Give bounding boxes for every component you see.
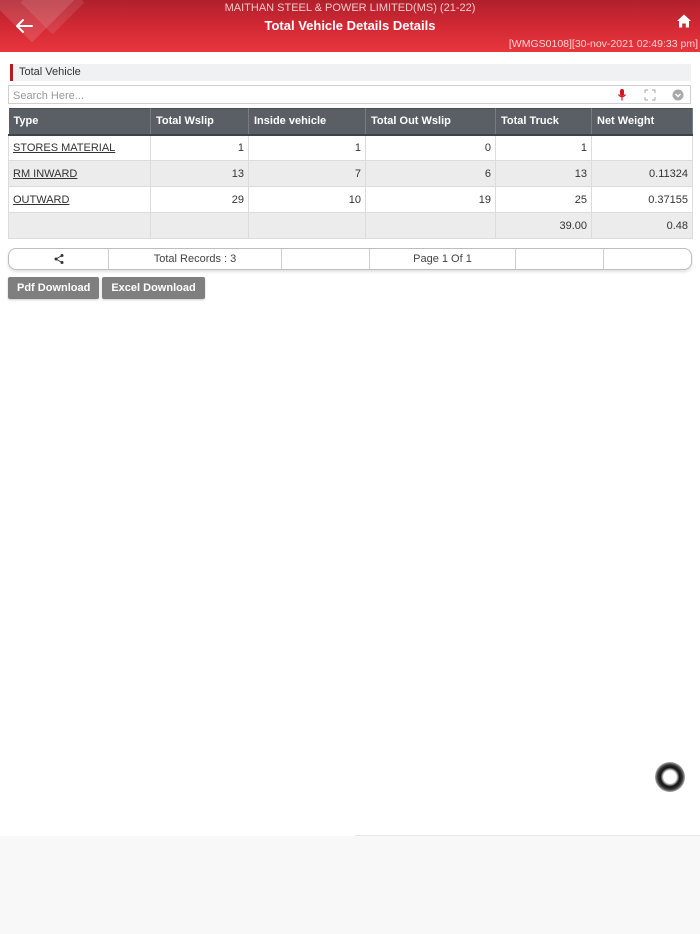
cell-total-out-wslip: 0 — [366, 135, 496, 161]
search-bar — [8, 85, 691, 104]
excel-download-button[interactable]: Excel Download — [102, 277, 204, 299]
page-title: Total Vehicle Details Details — [264, 18, 436, 33]
total-cell-total-truck: 39.00 — [496, 213, 592, 239]
total-cell-net-weight: 0.48 — [592, 213, 693, 239]
type-link[interactable]: OUTWARD — [13, 193, 70, 206]
cell-total-wslip: 13 — [151, 161, 249, 187]
total-cell-type — [9, 213, 151, 239]
pager-prev[interactable] — [282, 249, 370, 269]
total-cell-total-out-wslip — [366, 213, 496, 239]
column-header-total-out-wslip[interactable]: Total Out Wslip — [366, 109, 496, 135]
pager-last[interactable] — [604, 249, 691, 269]
cell-total-out-wslip: 19 — [366, 187, 496, 213]
user-timestamp: [WMGS0108][30-nov-2021 02:49:33 pm] — [508, 38, 698, 50]
footer-area — [0, 836, 700, 934]
column-header-type[interactable]: Type — [9, 109, 151, 135]
chevron-down-circle-icon[interactable] — [671, 88, 685, 102]
table-row — [9, 135, 693, 161]
total-cell-total-wslip — [151, 213, 249, 239]
total-records: Total Records : 3 — [109, 249, 282, 269]
home-icon — [676, 13, 692, 29]
floating-assistive-button[interactable] — [655, 762, 685, 792]
cell-total-wslip: 29 — [151, 187, 249, 213]
table-row — [9, 187, 693, 213]
share-button[interactable] — [9, 249, 109, 269]
share-icon — [53, 253, 65, 265]
cell-total-truck: 1 — [496, 135, 592, 161]
cell-net-weight: 0.37155 — [592, 187, 693, 213]
app-header — [0, 0, 700, 52]
vehicle-table — [8, 108, 693, 239]
microphone-icon[interactable] — [615, 88, 629, 102]
cell-total-wslip: 1 — [151, 135, 249, 161]
cell-total-truck: 25 — [496, 187, 592, 213]
home-button[interactable] — [676, 13, 692, 29]
search-input[interactable] — [9, 88, 589, 105]
column-header-inside-vehicle[interactable]: Inside vehicle — [249, 109, 366, 135]
column-header-total-wslip[interactable]: Total Wslip — [151, 109, 249, 135]
cell-total-out-wslip: 6 — [366, 161, 496, 187]
column-header-total-truck[interactable]: Total Truck — [496, 109, 592, 135]
table-totals-row — [9, 213, 693, 239]
section-title: Total Vehicle — [10, 64, 691, 81]
cell-net-weight: 0.11324 — [592, 161, 693, 187]
type-link[interactable]: RM INWARD — [13, 167, 78, 180]
column-header-net-weight[interactable]: Net Weight — [592, 109, 693, 135]
expand-icon[interactable] — [643, 88, 657, 102]
type-link[interactable]: STORES MATERIAL — [13, 141, 116, 154]
total-cell-inside-vehicle — [249, 213, 366, 239]
cell-type — [9, 135, 151, 161]
table-header-row — [9, 109, 693, 135]
company-name: MAITHAN STEEL & POWER LIMITED(MS) (21-22) — [224, 2, 476, 14]
cell-total-truck: 13 — [496, 161, 592, 187]
cell-type — [9, 187, 151, 213]
table-row — [9, 161, 693, 187]
pager-next[interactable] — [516, 249, 604, 269]
cell-type — [9, 161, 151, 187]
cell-inside-vehicle: 1 — [249, 135, 366, 161]
cell-net-weight — [592, 135, 693, 161]
pdf-download-button[interactable]: Pdf Download — [8, 277, 99, 299]
cell-inside-vehicle: 10 — [249, 187, 366, 213]
pagination-bar — [8, 248, 692, 270]
page-info: Page 1 Of 1 — [370, 249, 516, 269]
download-buttons — [8, 277, 205, 299]
cell-inside-vehicle: 7 — [249, 161, 366, 187]
